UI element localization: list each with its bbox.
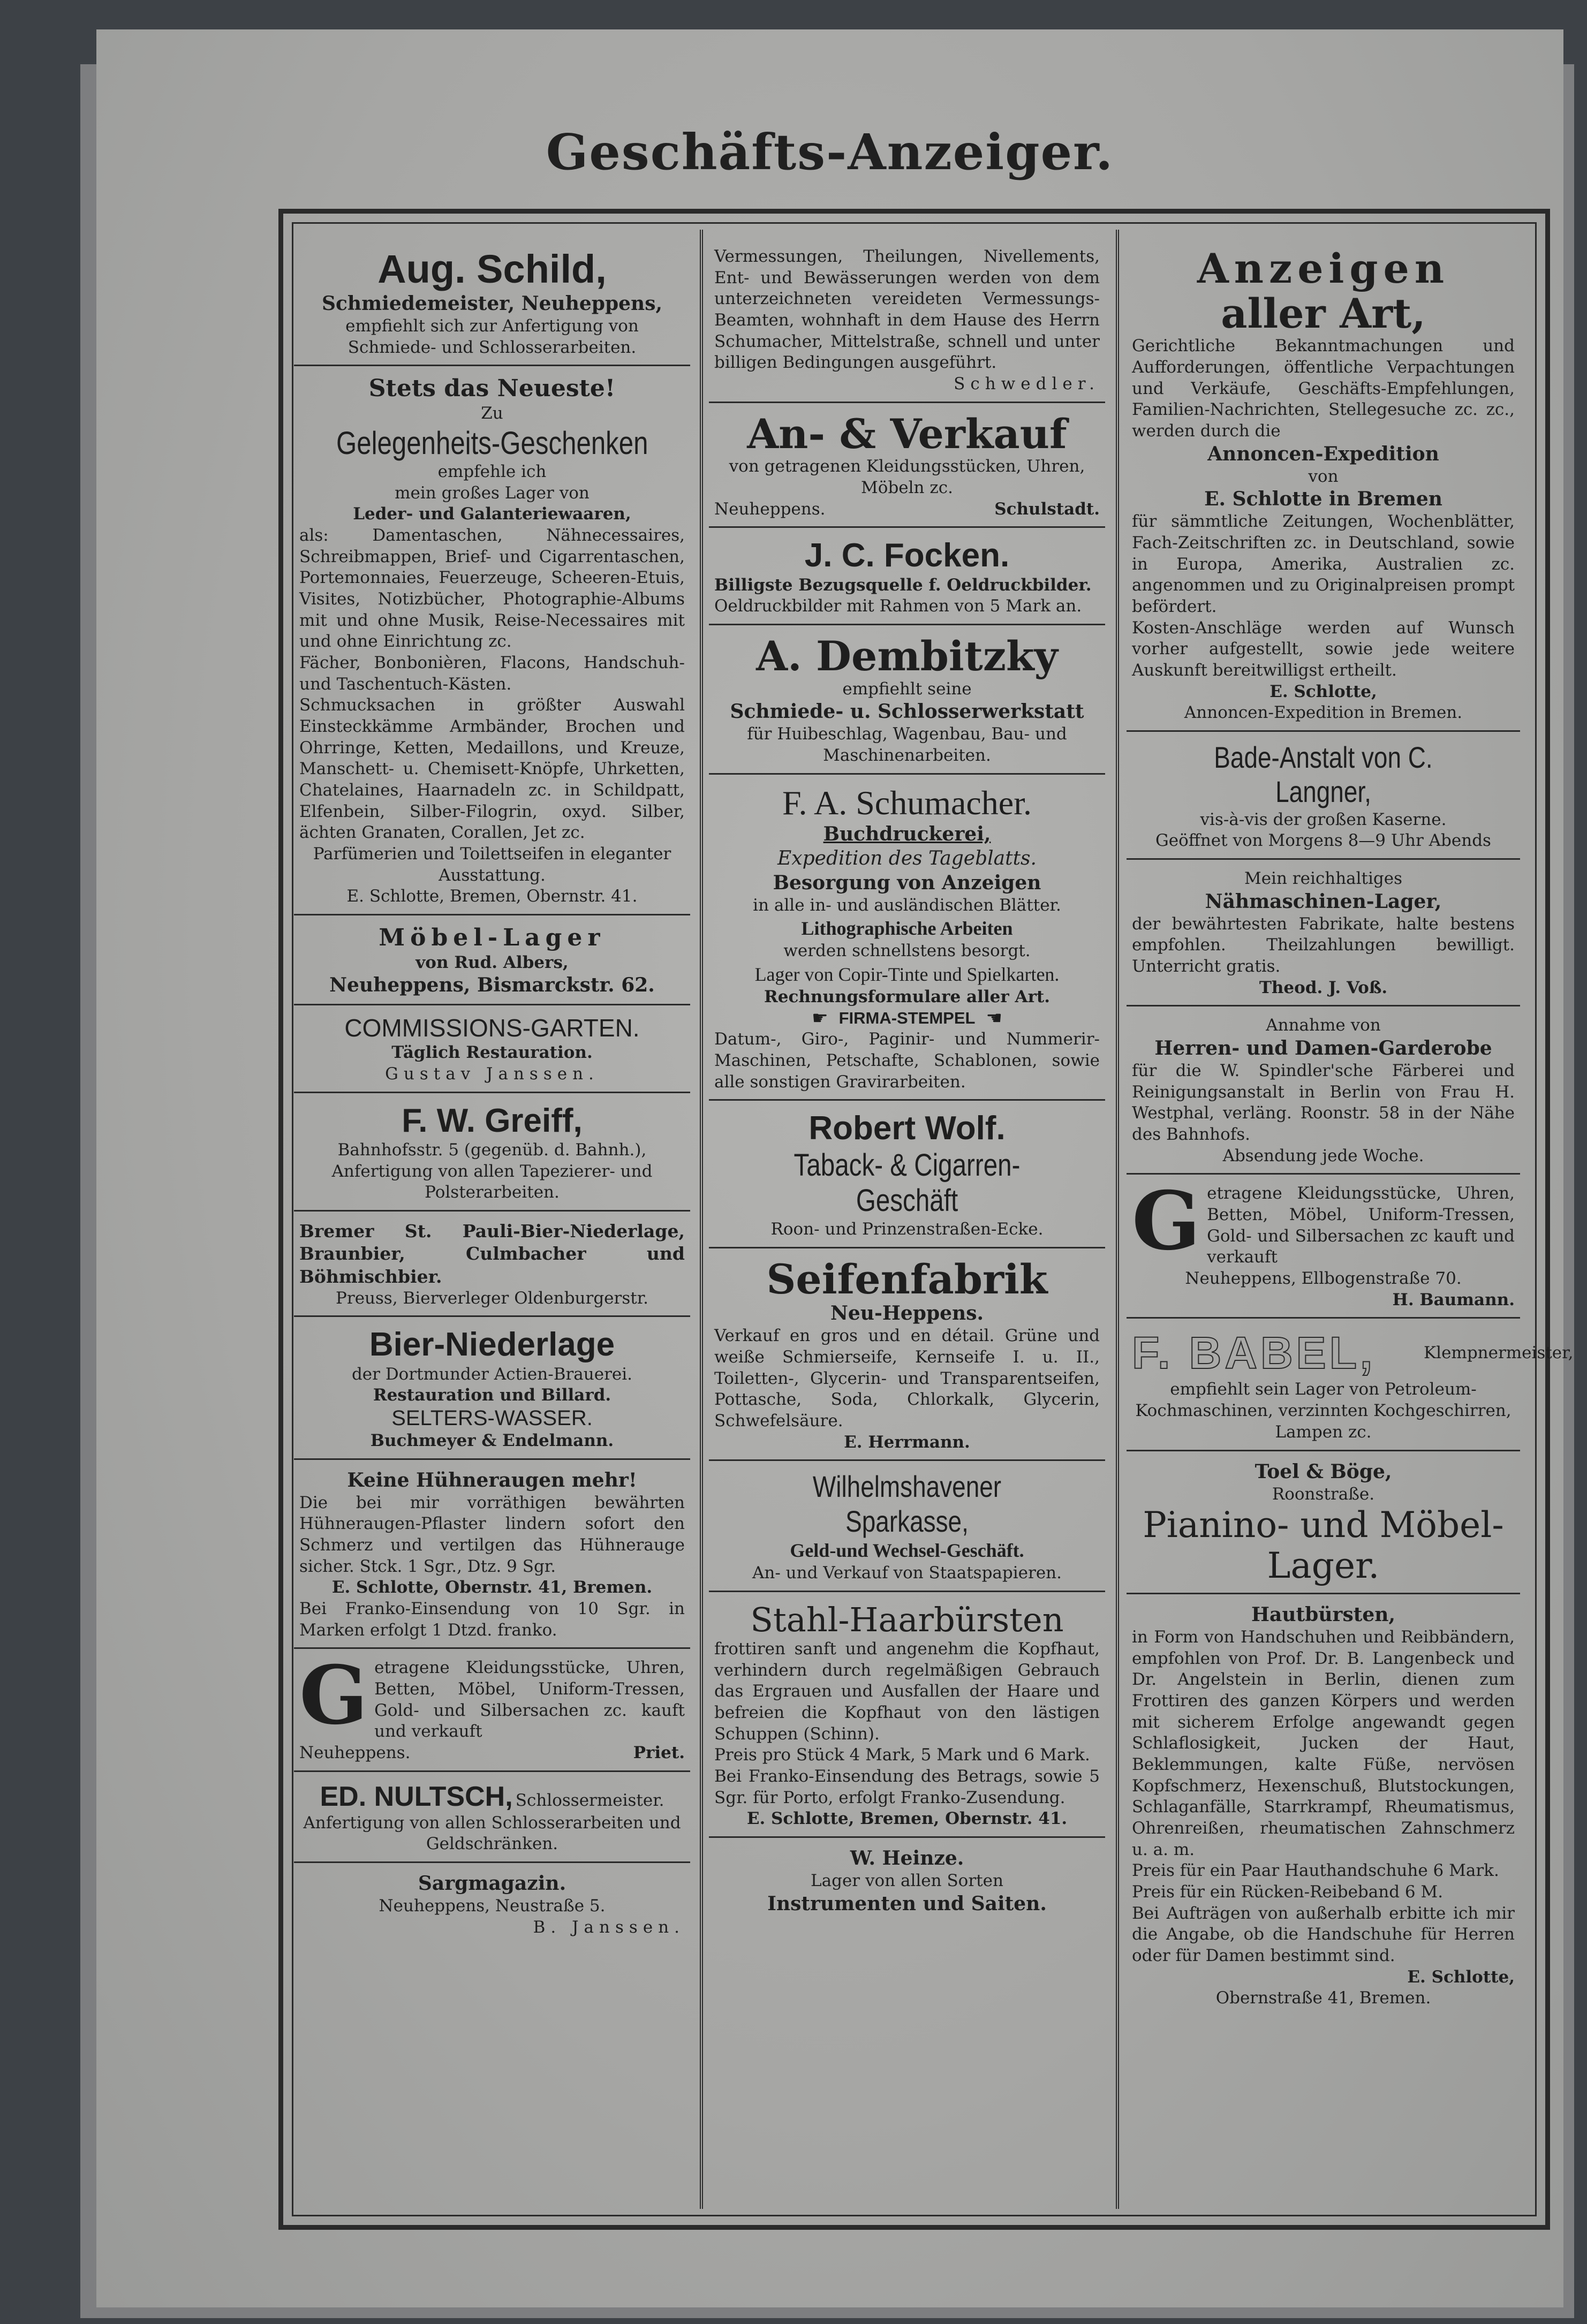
- ad-place: Neuheppens.: [299, 1743, 411, 1763]
- ad-heading: Pianino- und Möbel-Lager.: [1143, 1504, 1504, 1587]
- ad-text: Neuheppens, Bismarckstr. 62.: [329, 974, 655, 997]
- ad-place: Neuheppens.: [714, 499, 826, 519]
- ad-signature: Preuss, Bierverleger Oldenburgerstr.: [336, 1288, 648, 1308]
- ad-text: Roon- und Prinzenstraßen-Ecke.: [770, 1220, 1044, 1239]
- ad-heading: A. Dembitzky: [756, 632, 1058, 680]
- ad-text: Buchdruckerei,: [823, 823, 991, 846]
- ad-text: Oeldruckbilder mit Rahmen von 5 Mark an.: [714, 596, 1082, 616]
- ad-text: Geöffnet von Morgens 8—9 Uhr Abends: [1155, 831, 1491, 851]
- ad-bier-niederlage: [294, 1322, 690, 1459]
- ad-text: Neuheppens, Neustraße 5.: [379, 1896, 606, 1916]
- ad-heading: Gelegenheits-Geschenken: [336, 425, 648, 461]
- column-rule-1: [700, 230, 703, 2209]
- ad-text: Lithographische Arbeiten: [801, 917, 1013, 939]
- ad-signature: E. Schlotte, Obernstr. 41, Bremen.: [331, 1578, 653, 1598]
- ad-heading: F. BABEL,: [1132, 1328, 1376, 1379]
- ad-signature: H. Baumann.: [1392, 1290, 1515, 1309]
- ad-heading: Möbel-Lager: [379, 924, 606, 952]
- ad-signature: Theod. J. Voß.: [1259, 978, 1388, 997]
- ad-text: Preis für ein Rücken-Reibeband 6 M.: [1132, 1882, 1444, 1902]
- ad-signature: Buchmeyer & Endelmann.: [370, 1431, 614, 1451]
- ad-frame: [278, 209, 1574, 2230]
- ad-text: Billigste Bezugsquelle f. Oeldruckbilder.: [714, 575, 1092, 595]
- column-1: [294, 243, 690, 2204]
- page-title: Geschäfts-Anzeiger.: [546, 123, 1114, 181]
- ad-greiff: [294, 1099, 690, 1212]
- ad-heading: Anzeigen: [1197, 245, 1450, 292]
- ad-text: E. Schlotte in Bremen: [1204, 488, 1442, 511]
- ad-signature: Schwedler.: [954, 374, 1100, 394]
- ad-heading: Bier-Niederlage: [369, 1326, 615, 1364]
- ad-heading: Sargmagazin.: [418, 1872, 566, 1895]
- ad-schlotte-geschenke: [294, 372, 690, 915]
- ad-text: für die W. Spindler'sche Färberei und Reinigungsanstalt in Berlin von Frau H. Westphal, verläng. Roonstr. 58 in der Nähe des Bahnhofs.: [1132, 1061, 1515, 1145]
- ad-heading: Robert Wolf.: [808, 1110, 1006, 1147]
- ad-text: Neuheppens, Ellbogenstraße 70.: [1185, 1269, 1462, 1289]
- ad-text: Die bei mir vorräthigen bewährten Hühneraugen-Pflaster lindern sofort den Schmerz und vertilgen das Hühnerauge sicher. Stck. 1 Sgr., Dtz. 9 Sgr.: [299, 1493, 685, 1576]
- ad-text: Lager von allen Sorten: [811, 1871, 1003, 1891]
- ad-text: Preis pro Stück 4 Mark, 5 Mark und 6 Mark.: [714, 1745, 1090, 1765]
- ad-voss: [1127, 865, 1520, 1006]
- ad-text: empfiehlt seine: [842, 679, 972, 699]
- ad-priet: [294, 1648, 690, 1772]
- ad-text: Bei Franko-Einsendung von 10 Sgr. in Marken erfolgt 1 Dtzd. franko.: [299, 1599, 685, 1640]
- ad-subheading: Schlossermeister.: [515, 1790, 664, 1810]
- ad-text: Schmiede- u. Schlosserwerkstatt: [730, 700, 1084, 723]
- ad-text: empfiehlt sich zur Anfertigung von Schmiede- und Schlosserarbeiten.: [345, 316, 639, 357]
- ad-text: für Huibeschlag, Wagenbau, Bau- und Maschinenarbeiten.: [747, 724, 1067, 765]
- ad-heading: ED. NULTSCH,: [320, 1781, 513, 1812]
- ad-text: empfiehlt sein Lager von Petroleum-Kochmaschinen, verzinnten Kochgeschirren, Lampen zc.: [1135, 1380, 1512, 1442]
- ad-commissions-garten: [294, 1011, 690, 1093]
- pointing-hand-right-icon: ☛: [812, 1008, 828, 1029]
- ad-text: Annahme von: [1266, 1016, 1381, 1035]
- ad-heading: W. Heinze.: [850, 1847, 964, 1870]
- ad-wolf: [709, 1106, 1105, 1248]
- ad-text: Restauration und Billard.: [373, 1386, 611, 1405]
- ad-signature: Annoncen-Expedition in Bremen.: [1184, 703, 1463, 723]
- ad-text: von getragenen Kleidungsstücken, Uhren, Möbeln zc.: [729, 457, 1085, 497]
- ad-subheading: Klempnermeister,: [1424, 1343, 1574, 1363]
- ad-text: Besorgung von Anzeigen: [773, 872, 1041, 895]
- ad-text: FIRMA-STEMPEL: [838, 1009, 976, 1028]
- ad-text: der Dortmunder Actien-Brauerei.: [351, 1364, 633, 1384]
- ad-text: als: Damentaschen, Nähnecessaires, Schreibmappen, Brief- und Cigarrentaschen, Portemonnaies, Feuerzeuge, Scheeren-Etuis, Visites, Notizbücher, Photographie-Albums mit und ohne Musik, Reise-Necessaires mit und ohne Einrichtung zc.: [299, 525, 685, 652]
- ad-text: Anfertigung von allen Schlosserarbeiten und Geldschränken.: [303, 1813, 681, 1854]
- ad-text: Preis für ein Paar Hauthandschuhe 6 Mark.: [1132, 1861, 1499, 1881]
- ad-text: Expedition des Tageblatts.: [777, 847, 1037, 870]
- ad-text: Kosten-Anschläge werden auf Wunsch vorher aufgestellt, sowie jede weitere Auskunft bereitwilligst ertheilt.: [1132, 618, 1515, 680]
- ad-schumacher: [709, 780, 1105, 1101]
- ad-subheading: Neu-Heppens.: [830, 1302, 984, 1325]
- ad-an-verkauf: [709, 408, 1105, 528]
- ad-text: Vermessungen, Theilungen, Nivellements, Ent- und Bewässerungen werden von dem unterzeichneten vereideten Vermessungs-Beamten, wohnhaft in dem Hause des Herrn Schumacher, Mittelstraße, schnell und unter billigen Bedingungen ausgeführt.: [714, 247, 1100, 373]
- column-3: [1127, 243, 1574, 2204]
- ad-text: Instrumenten und Saiten.: [767, 1892, 1047, 1915]
- ad-preuss: [294, 1217, 690, 1317]
- ad-text: frottiren sanft und angenehm die Kopfhaut, verhindern durch regelmäßigen Gebrauch das Ergrauen und Ausfallen der Haare und befreien die Kopfhaut von den lästigen Schuppen (Schinn).: [714, 1639, 1100, 1744]
- ad-text: in Form von Handschuhen und Reibbändern, empfohlen von Prof. Dr. B. Langenbeck und Dr. Angelstein in Berlin, dienen zum Frottiren des ganzen Körpers und werden mit sicherem Erfolge angewandt gegen Schlaflosigkeit, Jucken der Haut, Beklemmungen, kalte Füße, nervösen Kopfschmerz, Hexenschuß, Blutstockungen, Schlaganfälle, Starrkrampf, Rheumatismus, Ohrenreißen, rheumatischen Zahnschmerz u. a. m.: [1132, 1627, 1515, 1859]
- ad-text: mein großes Lager von: [395, 483, 590, 503]
- ad-baumann: [1127, 1174, 1520, 1319]
- ad-heading: Seifenfabrik: [766, 1255, 1048, 1303]
- ad-heading: COMMISSIONS-GARTEN.: [344, 1014, 640, 1042]
- ad-heading: F. A. Schumacher.: [782, 783, 1032, 822]
- ad-signature: Priet.: [633, 1743, 685, 1763]
- ad-heading: Stahl-Haarbürsten: [750, 1600, 1064, 1639]
- ad-signature: Gustav Janssen.: [385, 1064, 599, 1084]
- ad-text: Annoncen-Expedition: [1207, 442, 1439, 465]
- ad-text: Bremer St. Pauli-Bier-Niederlage, Braunbier, Culmbacher und Böhmischbier.: [299, 1221, 685, 1287]
- ad-heading: J. C. Focken.: [804, 537, 1010, 574]
- ad-text: Bei Aufträgen von außerhalb erbitte ich mir die Angabe, ob die Handschuhe für Herren oder für Damen bestimmt sind.: [1132, 1903, 1515, 1966]
- ad-signature: Schulstadt.: [994, 499, 1100, 519]
- ad-text: für sämmtliche Zeitungen, Wochenblätter, Fach-Zeitschriften zc. in Deutschland, sowie in Europa, Amerika, Australien zc. angenommen und zu Originalpreisen prompt befördert.: [1132, 512, 1515, 616]
- ad-subheading: Taback- & Cigarren-Geschäft: [794, 1147, 1021, 1218]
- ad-text: Gerichtliche Bekanntmachungen und Aufforderungen, öffentliche Verpachtungen und Verkäufe, Geschäfts-Empfehlungen, Familien-Nachrichten, Stellegesuche zc. zc., werden durch die: [1132, 336, 1515, 441]
- ad-text: der bewährtesten Fabrikate, halte bestens empfohlen. Theilzahlungen bewilligt. Unterricht gratis.: [1132, 914, 1515, 976]
- ad-text: An- und Verkauf von Staatspapieren.: [752, 1563, 1062, 1583]
- ad-text: Fächer, Bonbonièren, Flacons, Handschuh- und Taschentuch-Kästen.: [299, 653, 685, 694]
- ad-stahl-haarbuersten: [709, 1598, 1105, 1838]
- ad-text: Leder- und Galanteriewaaren,: [353, 504, 631, 524]
- ad-garderobe: [1127, 1012, 1520, 1175]
- drop-cap: G: [1132, 1174, 1201, 1269]
- ad-text: Zu: [481, 404, 503, 423]
- ad-heading: Herren- und Damen-Garderobe: [1154, 1037, 1492, 1060]
- ad-text: von Rud. Albers,: [415, 952, 569, 972]
- ad-sparkasse: [709, 1466, 1105, 1592]
- ad-sargmagazin: [294, 1868, 690, 1944]
- ad-text: von: [1308, 466, 1339, 486]
- ad-text: Verkauf en gros und en détail. Grüne und weiße Schmierseife, Kernseife I. u. II., Toiletten-, Glycerin- und Transparentseifen, Pottasche, Soda, Chlorkalk, Glycerin, Schwefelsäure.: [714, 1326, 1100, 1430]
- ad-text: etragene Kleidungsstücke, Uhren, Betten, Möbel, Uniform-Tressen, Gold- und Silbersachen zc kauft und verkauft: [1207, 1184, 1515, 1267]
- ad-heading: Keine Hühneraugen mehr!: [347, 1468, 637, 1492]
- ad-heading: aller Art,: [1221, 289, 1426, 337]
- ad-heading: Wilhelmshavener Sparkasse,: [812, 1470, 1002, 1538]
- ad-text: Lager von Copir-Tinte und Spielkarten.: [754, 963, 1060, 985]
- ad-langner: [1127, 737, 1520, 860]
- ad-text: Schmucksachen in größter Auswahl Einsteckkämme Armbänder, Brochen und Ohrringe, Ketten, Medaillons, und Kreuze, Manschett- u. Chemisett-Knöpfe, Uhrketten, Chatelaines, Haarnadeln zc. in Schildpatt, Elfenbein, Silber-Filogrin, oxyd. Silber, ächten Granaten, Corallen, Jet zc.: [299, 695, 685, 843]
- ad-text: werden schnellstens besorgt.: [783, 941, 1031, 960]
- ad-heading: Hautbürsten,: [1251, 1603, 1395, 1626]
- ad-huehneraugen: [294, 1465, 690, 1649]
- ad-signature: B. Janssen.: [533, 1917, 685, 1937]
- newspaper-page: [96, 29, 1574, 2307]
- ad-text: Täglich Restauration.: [391, 1043, 593, 1063]
- ad-text: in alle in- und ausländischen Blätter.: [753, 896, 1061, 915]
- ad-text: empfehle ich: [437, 461, 547, 481]
- ad-text: Parfümerien und Toilettseifen in eleganter Ausstattung.: [313, 844, 671, 885]
- ad-focken: [709, 533, 1105, 625]
- ad-text: vis-à-vis der großen Kaserne.: [1200, 809, 1447, 829]
- ad-heading: Bade-Anstalt von C. Langner,: [1214, 740, 1433, 809]
- ad-text: Roonstraße.: [1272, 1484, 1375, 1504]
- ad-signature: E. Schlotte,: [1269, 682, 1377, 701]
- ad-schwedler: [709, 243, 1105, 403]
- ad-text: Bahnhofsstr. 5 (gegenüb. d. Bahnh.), Anfertigung von allen Tapezierer- und Polsterarbeiten.: [331, 1140, 653, 1202]
- ad-nultsch: [294, 1777, 690, 1863]
- ad-signature: Obernstraße 41, Bremen.: [1215, 1988, 1431, 2008]
- ad-signature: E. Schlotte, Bremen, Obernstr. 41.: [346, 887, 638, 906]
- ad-text: etragene Kleidungsstücke, Uhren, Betten, Möbel, Uniform-Tressen, Gold- und Silbersachen zc. kauft und verkauft: [374, 1658, 685, 1742]
- ad-text: Datum-, Giro-, Paginir- und Nummerir-Maschinen, Petschafte, Schablonen, sowie alle sonstigen Gravirarbeiten.: [714, 1029, 1100, 1092]
- ad-heading: Toel & Böge,: [1255, 1460, 1392, 1483]
- pointing-hand-left-icon: ☚: [986, 1008, 1002, 1029]
- ad-heading: Nähmaschinen-Lager,: [1205, 890, 1442, 913]
- ad-babel: [1127, 1324, 1574, 1451]
- ad-hautbuersten: [1127, 1600, 1520, 2016]
- ad-annoncen-expedition: [1127, 243, 1520, 732]
- ad-seifenfabrik: [709, 1254, 1105, 1462]
- ad-toel-boege: [1127, 1457, 1520, 1594]
- ad-schild: [294, 243, 690, 366]
- ad-heading: An- & Verkauf: [747, 410, 1067, 458]
- ad-heading: Stets das Neueste!: [368, 375, 616, 403]
- drop-cap: G: [299, 1648, 368, 1743]
- ad-heading: F. W. Greiff,: [402, 1102, 583, 1139]
- ad-signature: E. Schlotte, Bremen, Obernstr. 41.: [746, 1809, 1068, 1829]
- ad-heinze: [709, 1843, 1105, 1922]
- ad-dembitzky: [709, 631, 1105, 775]
- ad-text: SELTERS-WASSER.: [391, 1406, 593, 1430]
- ad-text: Bei Franko-Einsendung des Betrags, sowie 5 Sgr. für Porto, erfolgt Franko-Zusendung.: [714, 1767, 1100, 1807]
- ad-heading: Aug. Schild,: [377, 247, 607, 291]
- ad-subheading: Schmiedemeister, Neuheppens,: [321, 292, 662, 315]
- column-rule-2: [1116, 230, 1119, 2209]
- ad-text: Absendung jede Woche.: [1222, 1146, 1424, 1165]
- ad-text: Mein reichhaltiges: [1244, 869, 1403, 889]
- ad-subheading: Geld-und Wechsel-Geschäft.: [790, 1540, 1024, 1562]
- ad-signature: E. Herrmann.: [844, 1432, 970, 1452]
- ad-text: Rechnungsformulare aller Art.: [764, 987, 1051, 1006]
- ad-signature: E. Schlotte,: [1407, 1967, 1515, 1987]
- ad-albers: [294, 921, 690, 1005]
- column-2: [709, 243, 1105, 2204]
